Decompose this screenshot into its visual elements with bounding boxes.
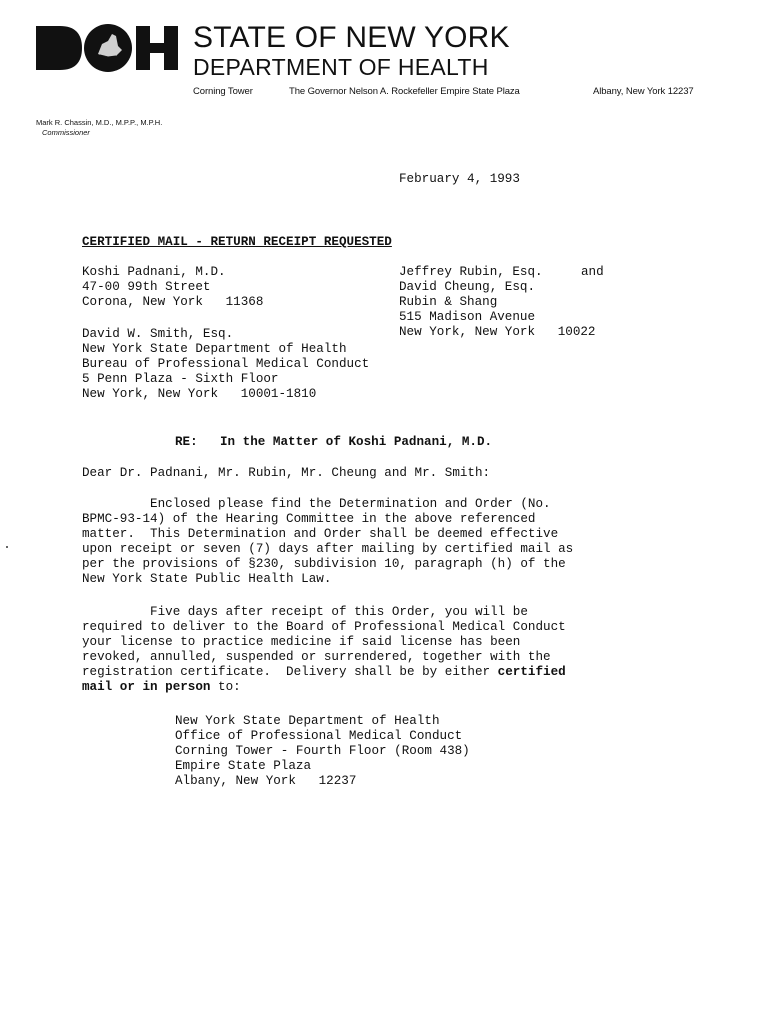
address-line: David W. Smith, Esq. bbox=[82, 327, 234, 341]
delivery-method-heading: CERTIFIED MAIL - RETURN RECEIPT REQUESTED bbox=[82, 235, 392, 249]
address-line: Koshi Padnani, M.D. bbox=[82, 265, 226, 279]
address-line: Corona, New York 11368 bbox=[82, 295, 264, 309]
letter-date: February 4, 1993 bbox=[399, 172, 520, 186]
paragraph-determination bbox=[82, 497, 573, 587]
address-line: David Cheung, Esq. bbox=[399, 280, 536, 294]
paragraph-line: upon receipt or seven (7) days after mailing by certified mail as bbox=[82, 542, 574, 556]
address-line: 5 Penn Plaza - Sixth Floor bbox=[82, 372, 279, 386]
commissioner-title: Commissioner bbox=[42, 128, 90, 137]
address-line: Bureau of Professional Medical Conduct bbox=[82, 357, 370, 371]
paragraph-line: required to deliver to the Board of Professional Medical Conduct bbox=[82, 620, 566, 634]
re-subject: In the Matter of Koshi Padnani, M.D. bbox=[220, 435, 493, 449]
address-line: Corning Tower - Fourth Floor (Room 438) bbox=[175, 744, 470, 758]
paragraph-line: matter. This Determination and Order shall be deemed effective bbox=[82, 527, 559, 541]
address-line: New York State Department of Health bbox=[82, 342, 347, 356]
paragraph-text: to: bbox=[210, 680, 241, 694]
delivery-address-block bbox=[175, 714, 470, 789]
paragraph-line: your license to practice medicine if said license has been bbox=[82, 635, 521, 649]
letterhead-department: DEPARTMENT OF HEALTH bbox=[193, 54, 489, 80]
doh-logo-icon bbox=[36, 24, 182, 72]
address-line: 47-00 99th Street bbox=[82, 280, 211, 294]
recipient-and-word: and bbox=[581, 265, 604, 279]
recipient-block-smith bbox=[82, 327, 369, 402]
letterhead-state: STATE OF NEW YORK bbox=[193, 21, 510, 54]
paragraph-line bbox=[82, 665, 566, 680]
address-line: Empire State Plaza bbox=[175, 759, 312, 773]
bold-certified: certified bbox=[497, 665, 566, 679]
salutation: Dear Dr. Padnani, Mr. Rubin, Mr. Cheung and Mr. Smith: bbox=[82, 466, 491, 480]
address-line: 515 Madison Avenue bbox=[399, 310, 536, 324]
scan-speck bbox=[6, 546, 8, 548]
address-line: New York, New York 10001-1810 bbox=[82, 387, 317, 401]
recipient-block-rubin bbox=[399, 265, 596, 340]
address-line: New York, New York 10022 bbox=[399, 325, 596, 339]
re-label: RE: bbox=[175, 435, 198, 449]
paragraph-line: Five days after receipt of this Order, you will be bbox=[82, 605, 528, 619]
paragraph-line bbox=[82, 680, 566, 695]
commissioner-name: Mark R. Chassin, M.D., M.P.P., M.P.H. bbox=[36, 118, 163, 127]
address-line: Rubin & Shang bbox=[399, 295, 498, 309]
letterhead-address-tower: Corning Tower bbox=[193, 86, 253, 97]
address-line: Jeffrey Rubin, Esq. bbox=[399, 265, 543, 279]
paragraph-line: Enclosed please find the Determination and Order (No. bbox=[82, 497, 551, 511]
paragraph-line: BPMC-93-14) of the Hearing Committee in the above referenced bbox=[82, 512, 536, 526]
letterhead-address-plaza: The Governor Nelson A. Rockefeller Empire State Plaza bbox=[289, 86, 520, 97]
bold-mail-or-in-person: mail or in person bbox=[82, 680, 211, 694]
address-line: Office of Professional Medical Conduct bbox=[175, 729, 463, 743]
paragraph-line: New York State Public Health Law. bbox=[82, 572, 332, 586]
address-line: New York State Department of Health bbox=[175, 714, 440, 728]
letterhead-address-city: Albany, New York 12237 bbox=[593, 86, 694, 97]
paragraph-line: revoked, annulled, suspended or surrendered, together with the bbox=[82, 650, 551, 664]
paragraph-license-delivery bbox=[82, 605, 566, 695]
paragraph-line: per the provisions of §230, subdivision 10, paragraph (h) of the bbox=[82, 557, 566, 571]
paragraph-text: registration certificate. Delivery shall be by either bbox=[82, 665, 498, 679]
recipient-block-padnani bbox=[82, 265, 263, 310]
address-line: Albany, New York 12237 bbox=[175, 774, 357, 788]
